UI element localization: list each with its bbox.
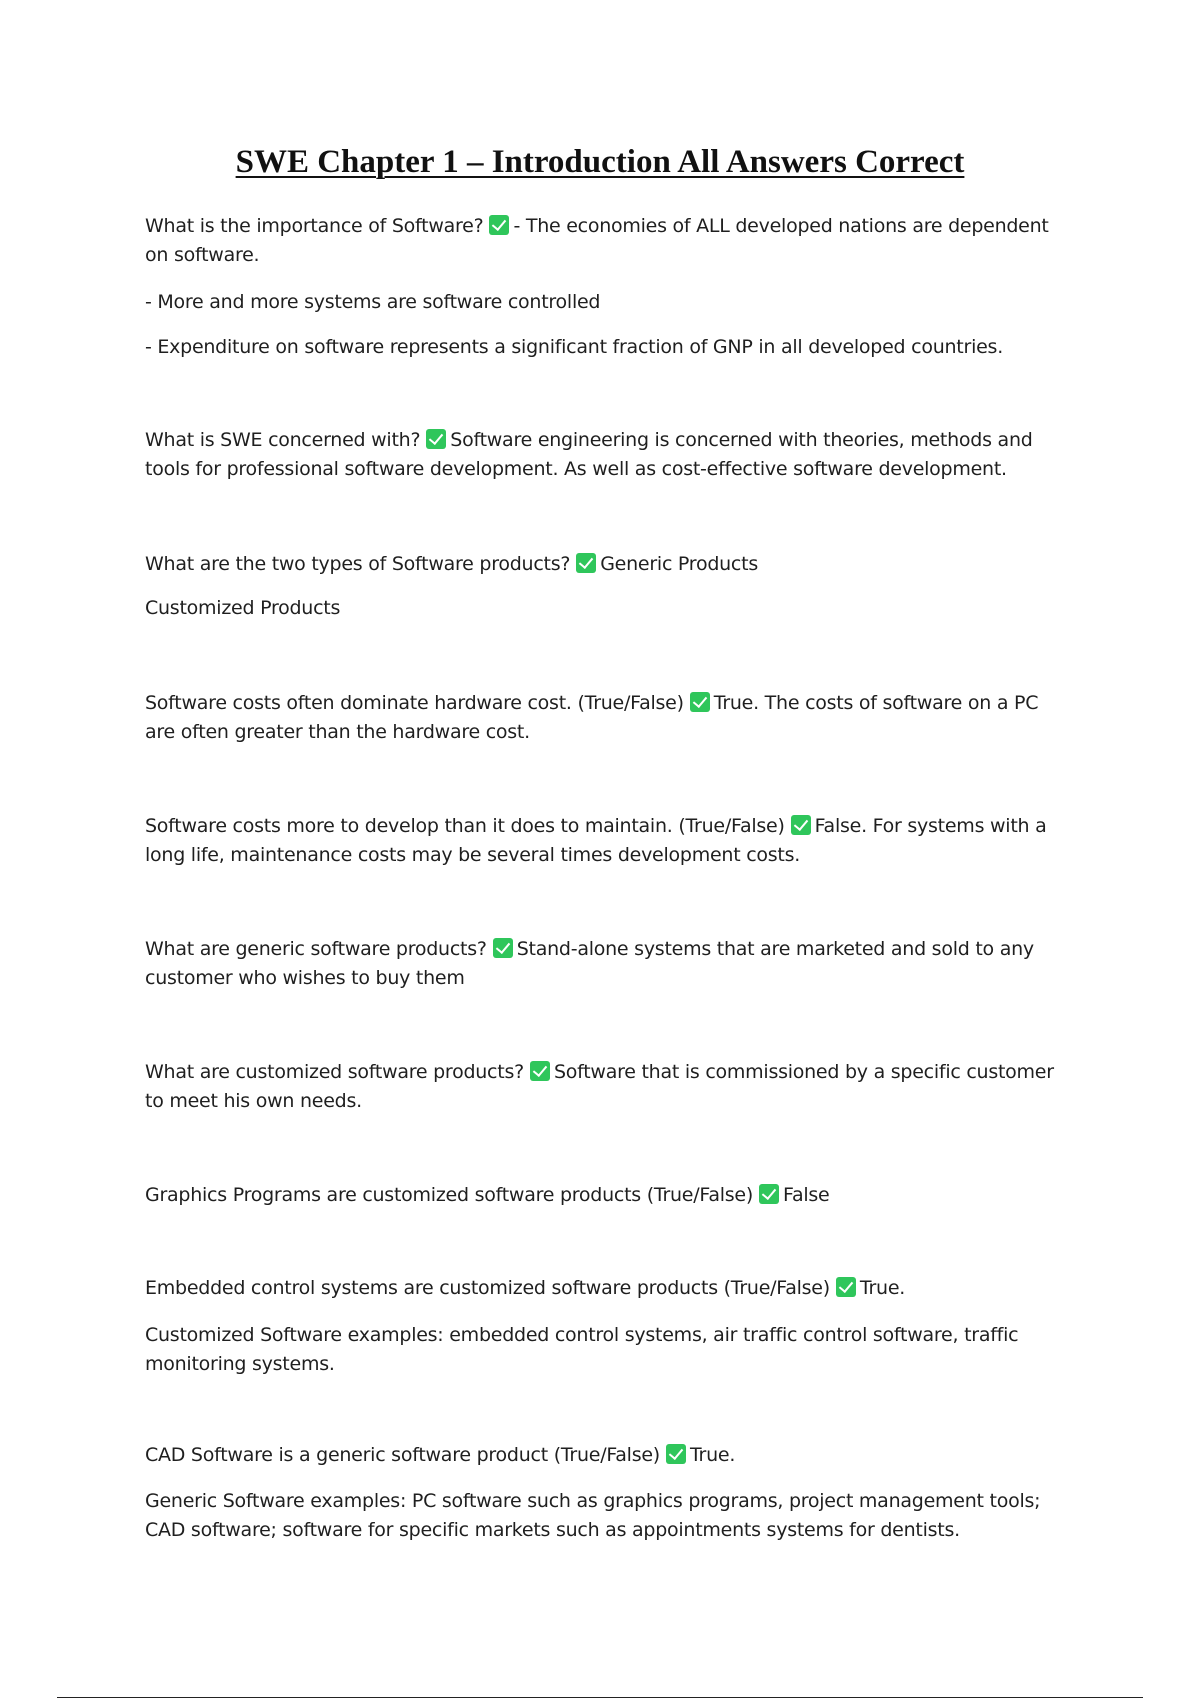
qa-item-generic-products	[145, 935, 1065, 992]
qa-item-product-types	[145, 550, 1065, 579]
question-text: CAD Software is a generic software product (True/False)	[145, 1444, 660, 1466]
question-text: What are the two types of Software products?	[145, 553, 571, 575]
qa-item-develop-vs-maintain	[145, 812, 1065, 869]
qa-item-costs-dominate	[145, 689, 1065, 746]
qa-item-embedded-control	[145, 1274, 1065, 1303]
qa-item-customized-products	[145, 1058, 1065, 1115]
answer-text: - The economies of ALL developed nations are dependent on software.	[145, 215, 1049, 266]
checkmark-icon	[530, 1061, 550, 1081]
checkmark-icon	[493, 938, 513, 958]
answer-text: True.	[689, 1444, 736, 1466]
question-text: What is the importance of Software?	[145, 215, 484, 237]
answer-extra-line: Generic Software examples: PC software such as graphics programs, project management tools; CAD software; software for specific markets such as appointments systems for dentists.	[145, 1490, 1041, 1541]
checkmark-icon	[836, 1277, 856, 1297]
page-title-text: SWE Chapter 1 – Introduction All Answers Correct	[235, 144, 965, 180]
page-title	[0, 142, 1200, 182]
answer-text: False. For systems with a long life, maintenance costs may be several times development costs.	[145, 815, 1047, 866]
checkmark-icon	[791, 815, 811, 835]
checkmark-icon	[576, 553, 596, 573]
answer-extra-line: Customized Software examples: embedded control systems, air traffic control software, traffic monitoring systems.	[145, 1324, 1019, 1375]
answer-text: Generic Products	[600, 553, 758, 575]
answer-extra-line: - More and more systems are software controlled	[145, 291, 601, 313]
answer-text: True.	[859, 1277, 906, 1299]
question-text: What are customized software products?	[145, 1061, 524, 1083]
question-text: Software costs often dominate hardware cost. (True/False)	[145, 692, 684, 714]
question-text: Graphics Programs are customized software products (True/False)	[145, 1184, 754, 1206]
answer-extra-line: Customized Products	[145, 597, 341, 619]
checkmark-icon	[690, 692, 710, 712]
answer-text: True. The costs of software on a PC are often greater than the hardware cost.	[145, 692, 1039, 743]
question-text: What are generic software products?	[145, 938, 487, 960]
answer-text: False	[783, 1184, 830, 1206]
checkmark-icon	[759, 1184, 779, 1204]
checkmark-icon	[489, 215, 509, 235]
qa-item-graphics-programs	[145, 1181, 1065, 1210]
qa-item-importance	[145, 212, 1065, 269]
answer-text: Stand-alone systems that are marketed and sold to any customer who wishes to buy them	[145, 938, 1034, 989]
question-text: What is SWE concerned with?	[145, 429, 421, 451]
answer-text: Software that is commissioned by a specific customer to meet his own needs.	[145, 1061, 1054, 1112]
checkmark-icon	[426, 429, 446, 449]
question-text: Software costs more to develop than it does to maintain. (True/False)	[145, 815, 785, 837]
answer-extra-line: - Expenditure on software represents a significant fraction of GNP in all developed countries.	[145, 336, 1003, 358]
checkmark-icon	[666, 1444, 686, 1464]
footer-divider	[57, 1697, 1143, 1698]
qa-item-cad-software	[145, 1441, 1065, 1470]
qa-item-swe-concern	[145, 426, 1065, 483]
question-text: Embedded control systems are customized software products (True/False)	[145, 1277, 830, 1299]
answer-text: Software engineering is concerned with theories, methods and tools for professional software development. As well as cost-effective software development.	[145, 429, 1033, 480]
